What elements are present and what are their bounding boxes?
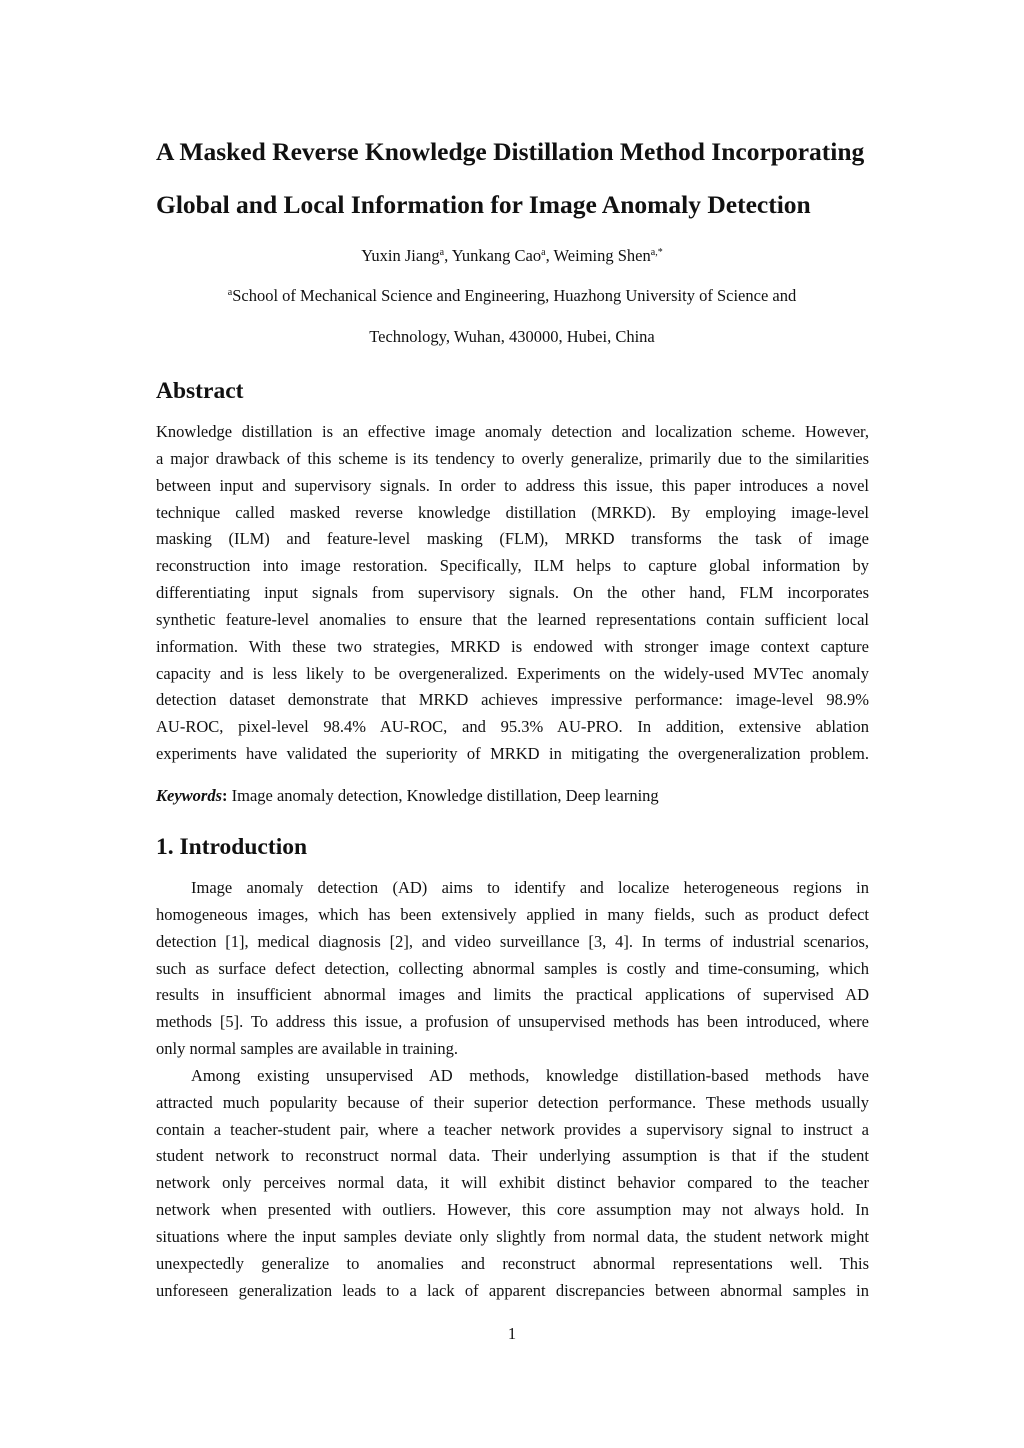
abstract-line: experiments have validated the superiority of MRKD in mitigating the overgeneralization problem. <box>156 744 869 764</box>
abstract-line: masking (ILM) and feature-level masking (FLM), MRKD transforms the task of image <box>156 529 869 549</box>
abstract-heading: Abstract <box>156 378 244 404</box>
intro-paragraph-2-line: Among existing unsupervised AD methods, knowledge distillation-based methods have <box>191 1065 869 1085</box>
author-name: Yuxin Jiang <box>361 246 440 265</box>
affiliation-text: School of Mechanical Science and Engineering, Huazhong University of Science and <box>232 286 797 305</box>
abstract-line: a major drawback of this scheme is its tendency to overly generalize, primarily due to the similarities <box>156 448 869 468</box>
author-name: Weiming Shen <box>553 246 651 265</box>
author-list <box>0 248 1024 265</box>
author-affiliation-mark: a <box>439 247 445 258</box>
intro-paragraph-1-line: detection [1], medical diagnosis [2], and video surveillance [3, 4]. In terms of industrial scenarios, <box>156 931 869 951</box>
affiliation-line-2: Technology, Wuhan, 430000, Hubei, China <box>369 327 655 346</box>
introduction-heading: 1. Introduction <box>156 834 308 860</box>
keywords-colon: : <box>222 786 228 805</box>
keywords-line <box>156 783 659 809</box>
intro-paragraph-1-line: such as surface defect detection, collecting abnormal samples is costly and time-consuming, which <box>156 958 869 978</box>
intro-paragraph-2-line: situations where the input samples deviate only slightly from normal data, the student network might <box>156 1226 869 1246</box>
abstract-body <box>156 419 869 768</box>
abstract-line: differentiating input signals from supervisory signals. On the other hand, FLM incorporates <box>156 583 869 603</box>
author-affiliation-mark: a <box>541 247 546 258</box>
abstract-line: information. With these two strategies, MRKD is endowed with stronger image context capture <box>156 636 869 656</box>
abstract-line: Knowledge distillation is an effective image anomaly detection and localization scheme. However, <box>156 422 869 441</box>
intro-paragraph-2-line: network when presented with outliers. However, this core assumption may not always hold. In <box>156 1200 869 1220</box>
abstract-line: technique called masked reverse knowledge distillation (MRKD). By employing image-level <box>156 502 869 522</box>
keywords-text: Image anomaly detection, Knowledge distillation, Deep learning <box>227 786 659 805</box>
abstract-line: detection dataset demonstrate that MRKD achieves impressive performance: image-level 98.9% <box>156 690 869 710</box>
intro-paragraph-1-line: results in insufficient abnormal images and limits the practical applications of supervised AD <box>156 985 869 1005</box>
intro-paragraph-1-line: methods [5]. To address this issue, a profusion of unsupervised methods has been introduced, where <box>156 1012 869 1032</box>
author-name: Yunkang Cao <box>451 246 542 265</box>
affiliation-line-1 <box>0 288 1024 305</box>
keywords-label: Keywords <box>156 786 222 805</box>
abstract-line: capacity and is less likely to be overgeneralized. Experiments on the widely-used MVTec anomaly <box>156 663 869 683</box>
intro-paragraph-2-line: network only perceives normal data, it will exhibit distinct behavior compared to the teacher <box>156 1173 869 1193</box>
intro-paragraph-1-line: only normal samples are available in training. <box>156 1039 458 1059</box>
intro-paragraph-2-line: student network to reconstruct normal data. Their underlying assumption is that if the student <box>156 1146 869 1166</box>
paper-title-line-1: A Masked Reverse Knowledge Distillation Method Incorporating <box>156 137 865 166</box>
abstract-line: synthetic feature-level anomalies to ensure that the learned representations contain sufficient local <box>156 609 869 629</box>
author-separator: , <box>545 246 554 265</box>
introduction-body <box>156 875 869 1305</box>
paper-title-line-2: Global and Local Information for Image Anomaly Detection <box>156 190 811 219</box>
abstract-line: reconstruction into image restoration. Specifically, ILM helps to capture global information by <box>156 556 869 576</box>
intro-paragraph-2-line: unforeseen generalization leads to a lack of apparent discrepancies between abnormal samples in <box>156 1280 869 1300</box>
abstract-line: AU-ROC, pixel-level 98.4% AU-ROC, and 95.3% AU-PRO. In addition, extensive ablation <box>156 717 869 737</box>
intro-paragraph-1-line: homogeneous images, which has been extensively applied in many fields, such as product defect <box>156 904 869 924</box>
author-affiliation-mark: a,* <box>650 247 663 258</box>
affiliation-mark: a <box>227 287 233 298</box>
author-separator: , <box>444 246 452 265</box>
abstract-line: between input and supervisory signals. In order to address this issue, this paper introduces a novel <box>156 475 869 495</box>
intro-paragraph-2-line: unexpectedly generalize to anomalies and reconstruct abnormal representations well. This <box>156 1253 869 1273</box>
intro-paragraph-1-line: Image anomaly detection (AD) aims to identify and localize heterogeneous regions in <box>191 878 869 897</box>
intro-paragraph-2-line: contain a teacher-student pair, where a teacher network provides a supervisory signal to instruct a <box>156 1119 869 1139</box>
page-number: 1 <box>507 1324 517 1343</box>
intro-paragraph-2-line: attracted much popularity because of their superior detection performance. These methods usually <box>156 1092 869 1112</box>
